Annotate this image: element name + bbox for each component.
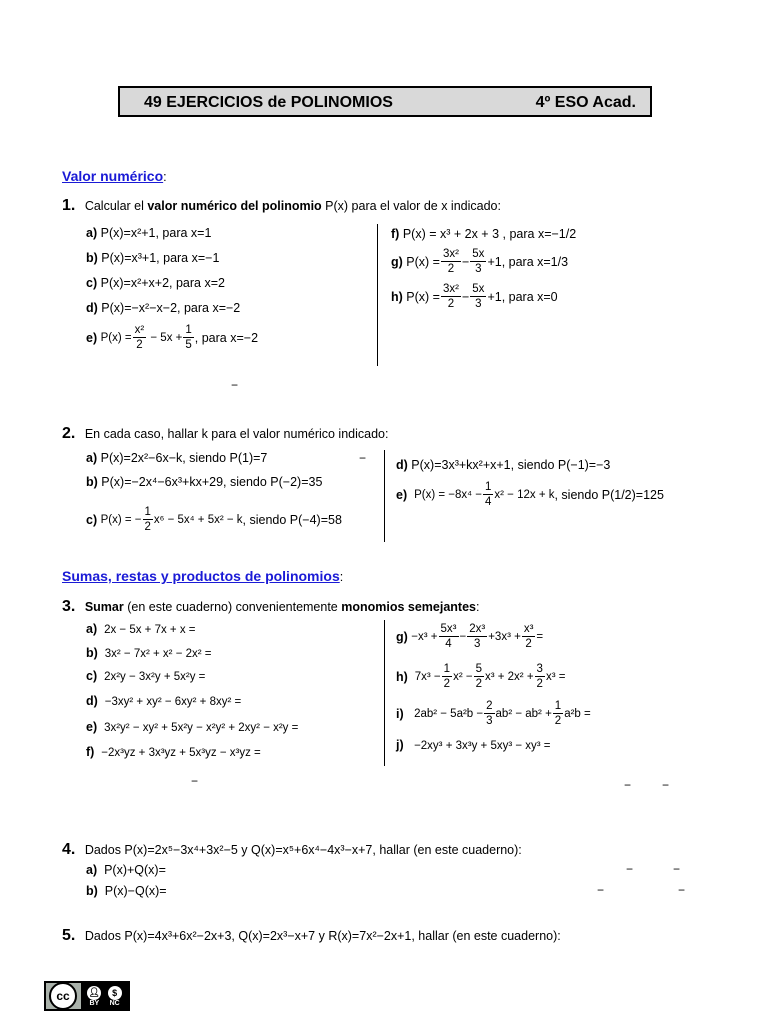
stray-mark: − xyxy=(597,883,605,897)
item-label: c) xyxy=(86,669,98,683)
math-text: a²b = xyxy=(564,707,591,720)
item-text: P(x)=3x³+kx²+x+1, siendo P(−1)=−3 xyxy=(411,458,611,472)
ex2-item-c xyxy=(86,505,342,534)
item-text: −3xy² + xy² − 6xy² + 8xy² = xyxy=(104,696,242,708)
item-label: e) xyxy=(396,487,408,502)
item-label: a) xyxy=(86,451,98,465)
math-text: x³ + 2x² + xyxy=(484,670,534,683)
item-label: d) xyxy=(86,694,98,708)
course-level: 4º ESO Acad. xyxy=(535,94,636,111)
fraction xyxy=(183,323,193,352)
item-label: h) xyxy=(391,289,403,304)
section-title: Sumas, restas y productos de polinomios xyxy=(62,568,340,584)
denominator: 5 xyxy=(185,339,192,351)
fraction xyxy=(535,662,545,691)
ex1-item-a xyxy=(86,226,211,240)
title-box xyxy=(118,86,652,117)
denominator: 4 xyxy=(445,638,452,650)
exercise-2 xyxy=(62,425,388,443)
section-colon: : xyxy=(339,570,344,584)
numerator: 1 xyxy=(484,481,492,493)
item-text: P(x)−Q(x)= xyxy=(104,884,167,898)
fraction xyxy=(483,480,493,509)
text-part: (en este cuaderno) convenientemente xyxy=(123,600,342,614)
numerator: 5x xyxy=(472,248,485,260)
item-text: −2x³yz + 3x³yz + 5x³yz − x³yz = xyxy=(101,747,261,759)
ex3-item-g xyxy=(396,622,543,651)
numerator: 5 xyxy=(475,663,482,675)
item-label: b) xyxy=(86,646,98,660)
math-text: −x³ + xyxy=(411,630,438,643)
numerator: 1 xyxy=(554,700,562,712)
item-text: P(x)=x²+x+2, para x=2 xyxy=(100,276,225,290)
exercise-number: 3. xyxy=(62,598,76,615)
section-valor-numerico xyxy=(62,168,167,184)
math-text: P(x) = − xyxy=(100,513,142,526)
math-text: P(x) = xyxy=(100,331,132,344)
math-text: +3x³ + xyxy=(488,630,521,643)
exercise-4 xyxy=(62,841,522,859)
denominator: 2 xyxy=(447,263,455,275)
item-label: g) xyxy=(396,629,408,644)
ex3-item-c xyxy=(86,669,205,683)
ex2-item-b xyxy=(86,475,322,489)
math-text: P(x) = xyxy=(406,254,440,269)
ex3-item-b xyxy=(86,646,212,660)
ex1-item-h xyxy=(391,282,558,311)
item-text: 2x − 5x + 7x + x = xyxy=(104,624,196,636)
item-label: a) xyxy=(86,226,98,240)
exercise-text xyxy=(85,600,480,614)
denominator: 2 xyxy=(447,298,455,310)
exercise-text: Dados P(x)=4x³+6x²−2x+3, Q(x)=2x³−x+7 y R(x)=7x²−2x+1, hallar (en este cuaderno): xyxy=(84,929,561,943)
math-text: , para x=−2 xyxy=(194,330,259,345)
item-label: d) xyxy=(86,301,98,315)
stray-mark: − xyxy=(359,451,367,465)
numerator: 2 xyxy=(486,700,493,712)
numerator: x³ xyxy=(523,623,534,635)
math-text: P(x) = xyxy=(406,289,440,304)
item-label: b) xyxy=(86,884,98,898)
fraction xyxy=(474,662,484,691)
math-text: +1, para x=0 xyxy=(487,289,558,304)
nc-icon: $ NC xyxy=(109,987,120,1007)
exercise-1 xyxy=(62,197,501,215)
item-text: 3x²y² − xy² + 5x²y − x²y² + 2xy² − x²y = xyxy=(104,722,299,734)
item-text: 3x² − 7x² + x² − 2x² = xyxy=(104,648,212,660)
numerator: 3 xyxy=(536,663,543,675)
ex3-item-f xyxy=(86,745,261,759)
item-text: P(x)=−x²−x−2, para x=−2 xyxy=(101,301,241,315)
exercise-text xyxy=(85,199,501,213)
text-part: : xyxy=(476,600,480,614)
fraction xyxy=(467,622,487,651)
exercise-number: 2. xyxy=(62,425,76,442)
text-part: P(x) para el valor de x indicado: xyxy=(321,199,501,213)
ex1-item-f xyxy=(391,227,576,241)
column-divider xyxy=(384,450,385,542)
item-label: a) xyxy=(86,863,98,877)
numerator: 5x³ xyxy=(440,623,457,635)
creative-commons-badge xyxy=(44,981,130,1011)
ex1-item-e xyxy=(86,323,258,352)
exercise-number: 5. xyxy=(62,927,76,944)
section-colon: : xyxy=(163,170,167,184)
denominator: 2 xyxy=(136,339,143,351)
numerator: 2x³ xyxy=(469,623,486,635)
numerator: x² xyxy=(134,324,145,336)
denominator: 2 xyxy=(536,678,543,690)
by-text: BY xyxy=(89,999,100,1007)
by-icon: 👤︎ BY xyxy=(88,987,101,1007)
column-divider xyxy=(384,620,385,766)
numerator: 1 xyxy=(185,324,192,336)
denominator: 2 xyxy=(475,678,482,690)
exercise-text: En cada caso, hallar k para el valor numérico indicado: xyxy=(84,427,389,441)
denominator: 4 xyxy=(484,496,492,508)
item-label: a) xyxy=(86,622,98,636)
fraction xyxy=(522,622,536,651)
math-text: , siendo P(−4)=58 xyxy=(242,512,342,527)
column-divider xyxy=(377,224,378,366)
ex1-item-b xyxy=(86,251,219,265)
denominator: 2 xyxy=(525,638,532,650)
fraction xyxy=(484,699,494,728)
stray-mark: − xyxy=(673,862,681,876)
ex1-item-d xyxy=(86,301,240,315)
item-label: f) xyxy=(86,745,95,759)
math-text: − 5x + xyxy=(147,331,183,344)
text-bold: monomios semejantes xyxy=(341,600,476,614)
fraction xyxy=(553,699,563,728)
section-title: Valor numérico xyxy=(62,168,164,184)
numerator: 3x² xyxy=(442,283,459,295)
math-text: = xyxy=(536,630,544,643)
numerator: 5x xyxy=(472,283,485,295)
fraction xyxy=(143,505,153,534)
math-text: x⁶ − 5x⁴ + 5x² − k xyxy=(153,513,243,526)
stray-mark: − xyxy=(231,378,239,392)
ex1-item-g xyxy=(391,247,568,276)
fraction xyxy=(442,662,452,691)
item-text: P(x)=x³+1, para x=−1 xyxy=(101,251,220,265)
numerator: 1 xyxy=(443,663,451,675)
denominator: 2 xyxy=(554,715,562,727)
ex3-item-h xyxy=(396,662,565,691)
text-bold: Sumar xyxy=(84,600,124,614)
fraction xyxy=(133,323,147,352)
fraction xyxy=(470,247,486,276)
denominator: 2 xyxy=(144,521,151,533)
item-text: 2x²y − 3x²y + 5x²y = xyxy=(104,671,206,683)
ex3-item-d xyxy=(86,694,241,708)
ex1-item-c xyxy=(86,276,225,290)
ex3-item-a xyxy=(86,622,196,636)
exercise-5 xyxy=(62,927,561,945)
item-label: e) xyxy=(86,720,98,734)
nc-text: NC xyxy=(109,999,120,1007)
denominator: 3 xyxy=(474,638,481,650)
license-terms xyxy=(81,983,128,1009)
ex4-item-b xyxy=(86,884,167,898)
ex2-item-d xyxy=(396,458,610,472)
fraction xyxy=(470,282,486,311)
item-label: g) xyxy=(391,254,403,269)
math-text: +1, para x=1/3 xyxy=(487,254,569,269)
fraction xyxy=(439,622,459,651)
item-label: d) xyxy=(396,458,408,472)
item-label: c) xyxy=(86,276,98,290)
ex3-item-e xyxy=(86,720,298,734)
stray-mark: − xyxy=(624,778,632,792)
item-text: P(x)=2x²−6x−k, siendo P(1)=7 xyxy=(100,451,268,465)
math-text: P(x) = −8x⁴ − xyxy=(414,488,482,501)
item-label: b) xyxy=(86,475,98,489)
text-part: Calcular el xyxy=(84,199,148,213)
item-text: −2xy³ + 3x³y + 5xy³ − xy³ = xyxy=(414,740,551,752)
exercise-number: 1. xyxy=(62,197,76,214)
stray-mark: − xyxy=(662,778,670,792)
section-sumas-restas xyxy=(62,568,343,584)
fraction xyxy=(441,282,461,311)
item-label: b) xyxy=(86,251,98,265)
denominator: 3 xyxy=(475,298,482,310)
ex3-item-j xyxy=(396,738,551,752)
item-text: P(x)=−2x⁴−6x³+kx+29, siendo P(−2)=35 xyxy=(101,475,323,489)
math-text: 7x³ − xyxy=(414,670,441,683)
item-text: P(x)+Q(x)= xyxy=(104,863,166,877)
math-text: x² − 12x + k xyxy=(494,488,555,501)
item-label: h) xyxy=(396,669,408,684)
item-text: P(x)=x²+1, para x=1 xyxy=(100,226,212,240)
numerator: 1 xyxy=(144,506,151,518)
math-text: − xyxy=(461,254,470,269)
ex2-item-e xyxy=(396,480,664,509)
cc-icon xyxy=(49,982,77,1010)
text-bold: valor numérico del polinomio xyxy=(147,199,322,213)
item-label: e) xyxy=(86,330,98,345)
item-label: f) xyxy=(391,227,400,241)
math-text: x² − xyxy=(453,670,473,683)
denominator: 2 xyxy=(443,678,451,690)
numerator: 3x² xyxy=(442,248,459,260)
exercise-3 xyxy=(62,598,479,616)
item-label: j) xyxy=(396,738,404,752)
denominator: 3 xyxy=(486,715,493,727)
exercise-number: 4. xyxy=(62,841,76,858)
math-text: 2ab² − 5a²b − xyxy=(414,707,484,720)
math-text: x³ = xyxy=(545,670,566,683)
stray-mark: − xyxy=(191,774,199,788)
ex2-item-a xyxy=(86,451,267,465)
ex4-item-a xyxy=(86,863,166,877)
math-text: ab² − ab² + xyxy=(495,707,552,720)
ex3-item-i xyxy=(396,699,591,728)
stray-mark: − xyxy=(626,862,634,876)
item-text: P(x) = x³ + 2x + 3 , para x=−1/2 xyxy=(402,227,577,241)
denominator: 3 xyxy=(475,263,482,275)
math-text: , siendo P(1/2)=125 xyxy=(554,487,664,502)
item-label: i) xyxy=(396,706,404,721)
fraction xyxy=(441,247,461,276)
item-label: c) xyxy=(86,512,98,527)
cc-text: cc xyxy=(56,989,70,1003)
exercise-text: Dados P(x)=2x⁵−3x⁴+3x²−5 y Q(x)=x⁵+6x⁴−4x³−x+7, hallar (en este cuaderno): xyxy=(84,843,522,857)
math-text: − xyxy=(461,289,470,304)
stray-mark: − xyxy=(678,883,686,897)
page-title: 49 EJERCICIOS de POLINOMIOS xyxy=(144,94,393,111)
math-text: − xyxy=(459,630,467,643)
